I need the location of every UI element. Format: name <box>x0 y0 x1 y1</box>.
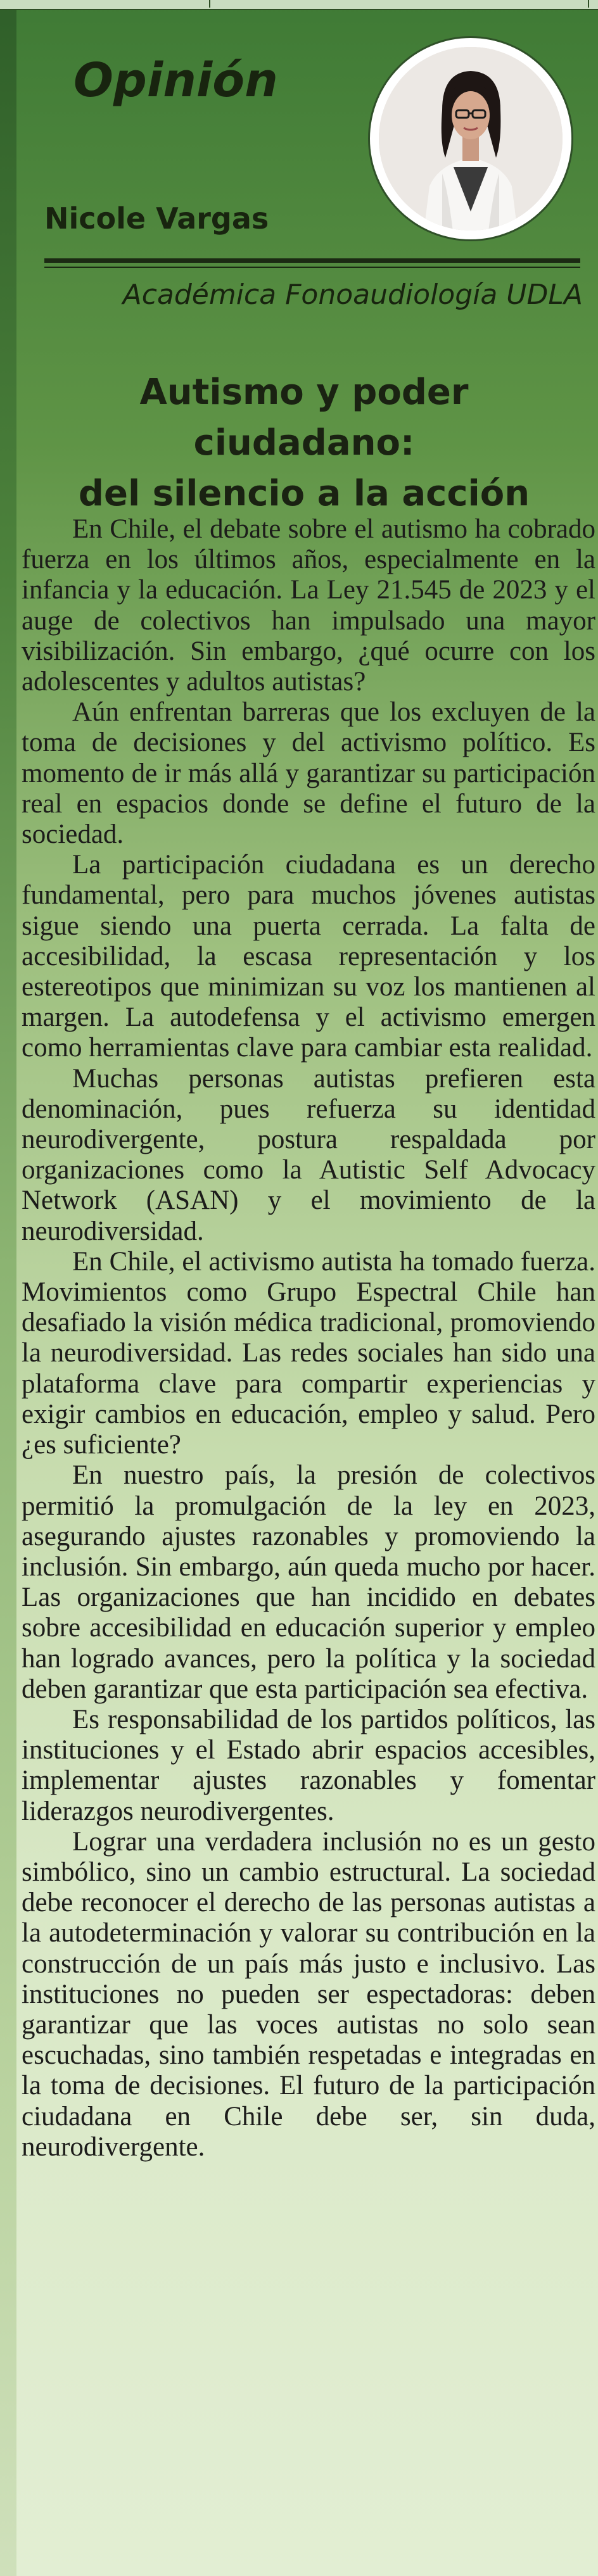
header-divider-thin <box>44 267 580 268</box>
top-border-tick <box>588 0 589 8</box>
article-paragraph: En Chile, el debate sobre el autismo ha cobrado fuerza en los últimos años, especialmente en la infancia y la educación. La Ley 21.545 de 2023 y el auge de colectivos han impulsado una mayor visibilización. Sin embargo, ¿qué ocurre con los adolescentes y adultos autistas? <box>22 514 595 697</box>
top-border-tick <box>209 0 210 8</box>
article-paragraph: En Chile, el activismo autista ha tomado fuerza. Movimientos como Grupo Espectral Chile han desafiado la visión médica tradicional, promoviendo la neurodiversidad. Las redes sociales han sido una plataforma clave para compartir experiencias y exigir cambios en educación, empleo y salud. Pero ¿es suficiente? <box>22 1246 595 1460</box>
author-affiliation: Académica Fonoaudiología UDLA <box>122 279 583 311</box>
header-divider-thick <box>44 258 580 263</box>
author-photo <box>379 47 563 230</box>
article-paragraph: La participación ciudadana es un derecho fundamental, pero para muchos jóvenes autistas sigue siendo una puerta cerrada. La falta de accesibilidad, la escasa representación y los estereotipos que minimizan su voz los mantienen al margen. La autodefensa y el activismo emergen como herramientas clave para cambiar esta realidad. <box>22 850 595 1063</box>
left-color-strip <box>0 0 16 2576</box>
article-paragraph: Lograr una verdadera inclusión no es un gesto simbólico, sino un cambio estructural. La sociedad debe reconocer el derecho de las personas autistas a la autodeterminación y valorar su contribución en la construcción de un país más justo e inclusivo. Las instituciones no pueden ser espectadoras: deben garantizar que las voces autistas no solo sean escuchadas, sino también respetadas e integradas en la toma de decisiones. El futuro de la participación ciudadana en Chile debe ser, sin duda, neurodivergente. <box>22 1826 595 2162</box>
article-headline <box>25 367 583 519</box>
author-portrait-illustration <box>379 47 563 230</box>
article-paragraph: Aún enfrentan barreras que los excluyen de la toma de decisiones y del activismo político. Es momento de ir más allá y garantizar su participación real en espacios donde se define el futuro de la sociedad. <box>22 697 595 850</box>
author-name: Nicole Vargas <box>44 201 269 236</box>
article-paragraph: Es responsabilidad de los partidos políticos, las instituciones y el Estado abrir espacios accesibles, implementar ajustes razonables y fomentar liderazgos neurodivergentes. <box>22 1704 595 1826</box>
article-paragraph: Muchas personas autistas prefieren esta denominación, pues refuerza su identidad neurodivergente, postura respaldada por organizaciones como la Autistic Self Advocacy Network (ASAN) y el movimiento de la neurodiversidad. <box>22 1063 595 1246</box>
article-paragraph: En nuestro país, la presión de colectivos permitió la promulgación de la ley en 2023, asegurando ajustes razonables y promoviendo la inclusión. Sin embargo, aún queda mucho por hacer. Las organizaciones que han incidido en debates sobre accesibilidad en educación superior y empleo han logrado avances, pero la política y la sociedad deben garantizar que esta participación sea efectiva. <box>22 1460 595 1704</box>
author-photo-frame <box>370 38 571 239</box>
headline-line-1: Autismo y poder ciudadano: <box>139 372 469 464</box>
article-body <box>22 514 595 2162</box>
headline-line-2: del silencio a la acción <box>78 473 530 514</box>
top-border-strip <box>0 0 598 10</box>
section-label: Opinión <box>73 53 278 108</box>
